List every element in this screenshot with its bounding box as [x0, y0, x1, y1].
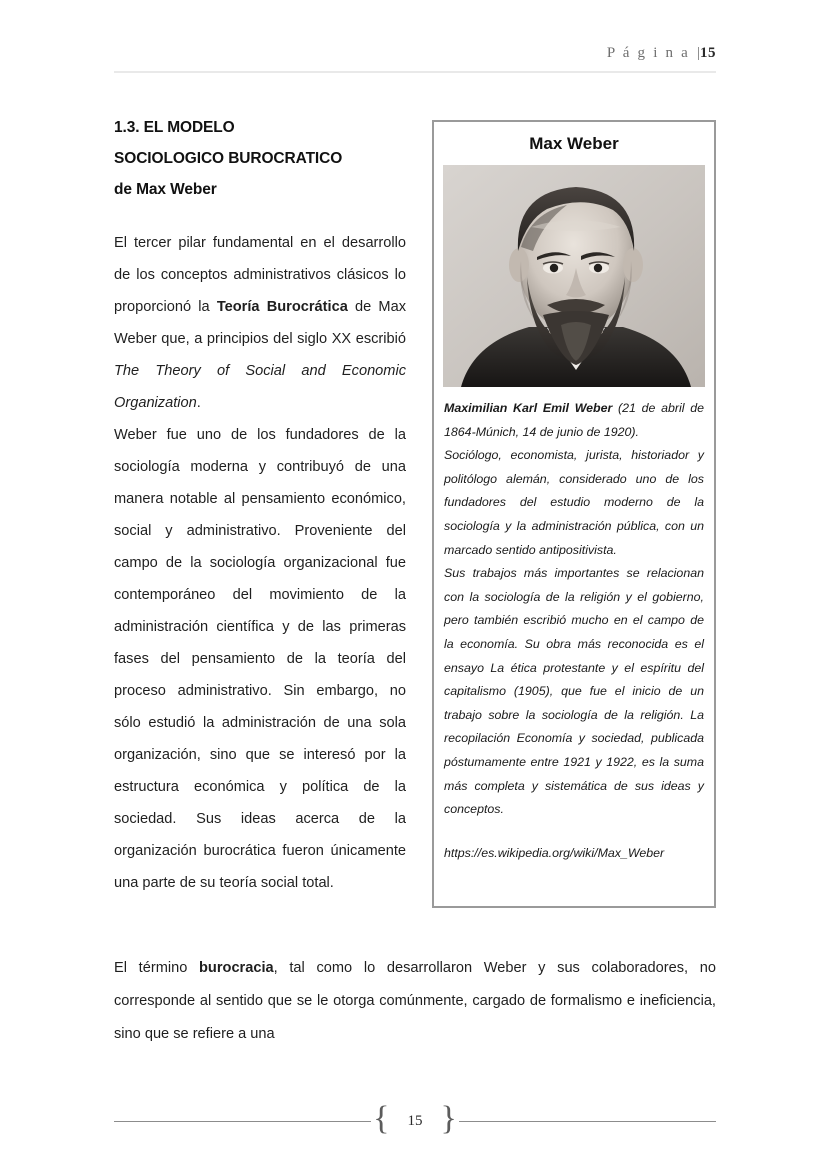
- footer-brace-right-icon: }: [440, 1100, 457, 1137]
- paragraph-intro-part-3: .: [196, 395, 201, 411]
- header-page-label: [607, 46, 716, 61]
- section-heading-line-2: SOCIOLOGICO BUROCRATICO: [114, 150, 343, 167]
- paragraph-bureaucracy: [114, 952, 716, 1051]
- paragraph-intro-part-1: El tercer pilar fundamental en el desarrollo de los conceptos administrativos clásicos lo proporcionó la: [114, 235, 406, 315]
- paragraph-intro-emphasis-theory: Teoría Burocrática: [216, 299, 348, 315]
- info-box-caption: [444, 397, 704, 865]
- caption-life-dates: (21 de abril de 1864-Múnich, 14 de junio de 1920).: [444, 401, 704, 439]
- section-heading-line-1: 1.3. EL MODELO: [114, 119, 235, 136]
- header-page-number: 15: [700, 45, 716, 61]
- paragraph-bureaucracy-emphasis: burocracia: [199, 960, 274, 976]
- paragraph-intro-part-2: de Max Weber que, a principios del siglo XX escribió: [114, 299, 407, 347]
- footer-brace-left-icon: {: [373, 1100, 390, 1137]
- left-text-column: [114, 112, 406, 899]
- header-separator: |: [696, 45, 700, 61]
- caption-paragraph-name: [444, 397, 704, 444]
- section-heading: [114, 112, 406, 205]
- header-divider: [114, 71, 716, 73]
- running-header: [114, 44, 716, 62]
- info-box-title: Max Weber: [529, 134, 619, 153]
- header-label-text: P á g i n a: [606, 45, 696, 61]
- caption-paragraph-profession: Sociólogo, economista, jurista, historiador y politólogo alemán, considerado uno de los fundadores del estudio moderno de la sociología y la administración pública, con un marcado sentido antipositivista.: [444, 448, 704, 557]
- caption-paragraph-works: Sus trabajos más importantes se relacionan con la sociología de la religión y el gobierno, pero también escribió mucho en el campo de la economía. Su obra más reconocida es el ensayo La ética protestante y el espíritu del capitalismo (1905), que fue el inicio de un trabajo sobre la sociología de la religión. La recopilación Economía y sociedad, publicada póstumamente entre 1921 y 1922, es la suma más completa y sistemática de sus ideas y conceptos.: [444, 566, 704, 817]
- paragraph-intro: [114, 227, 406, 419]
- section-heading-line-3: de Max Weber: [114, 181, 217, 198]
- max-weber-info-box: [432, 120, 716, 908]
- paragraph-bureaucracy-part-1: El término: [114, 960, 200, 976]
- caption-full-name: Maximilian Karl Emil Weber: [444, 401, 613, 415]
- footer-rule-right: [459, 1121, 716, 1122]
- paragraph-intro-book-title: The Theory of Social and Economic Organization: [114, 363, 406, 411]
- paragraph-biography: Weber fue uno de los fundadores de la sociología moderna y contribuyó de una manera notable al pensamiento económico, social y administrativo. Proveniente del campo de la sociología organizacional fue contemporáneo del movimiento de la administración científica y de las primeras fases del pensamiento de la teoría del proceso administrativo. Sin embargo, no sólo estudió la administración de una sola organización, sino que se interesó por la estructura económica y política de la sociedad. Sus ideas acerca de la organización burocrática fueron únicamente una parte de su teoría social total.: [114, 427, 406, 891]
- footer-rule-left: [114, 1121, 371, 1122]
- portrait-illustration: [443, 165, 705, 387]
- footer-page-number: 15: [407, 1112, 423, 1129]
- paragraph-bureaucracy-part-2: , tal como lo desarrollaron Weber y sus colaboradores, no corresponde al sentido que se le otorga comúnmente, cargado de formalismo e ineficiencia, sino que se refiere a una: [114, 960, 716, 1042]
- max-weber-portrait-image: [443, 165, 705, 387]
- page-footer: [114, 1100, 716, 1142]
- caption-source-url: https://es.wikipedia.org/wiki/Max_Weber: [444, 845, 665, 860]
